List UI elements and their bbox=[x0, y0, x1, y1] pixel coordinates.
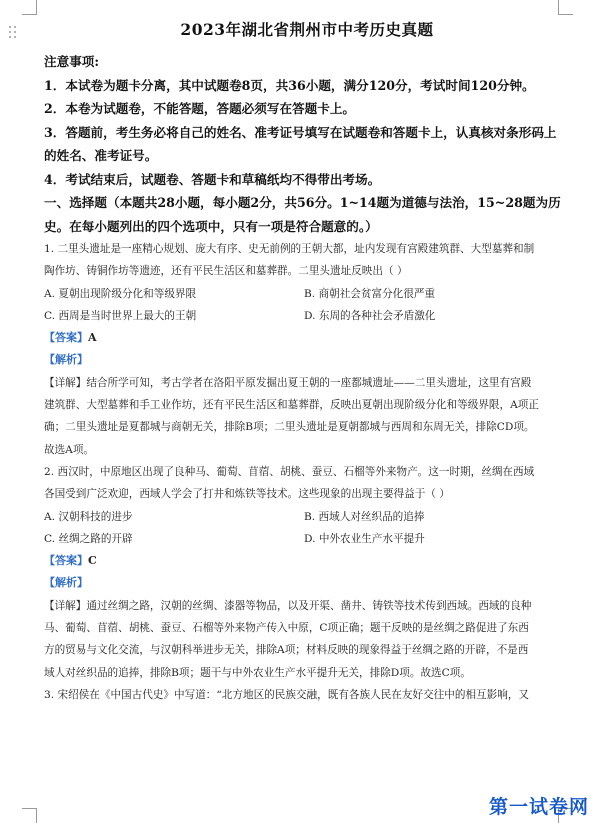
answer-line bbox=[44, 327, 570, 349]
notice-line: 3．答题前，考生务必将自己的姓名、准考证号填写在试题卷和答题卡上，认真核对条形码上 bbox=[44, 124, 557, 140]
notice-line: 的姓名、准考证号。 bbox=[44, 148, 158, 163]
option: C. 丝绸之路的开辟 bbox=[44, 532, 133, 545]
question-stem: 3. 宋绍侯在《中国古代史》中写道：“北方地区的民族交融，既有各族人民在友好交往中的相互影响，又 bbox=[44, 688, 530, 701]
notice-heading: 注意事项: bbox=[44, 54, 100, 69]
option-row bbox=[44, 305, 570, 327]
drag-handle-icon[interactable] bbox=[9, 26, 17, 40]
answer-value: A bbox=[88, 331, 97, 345]
option: C. 西周是当时世界上最大的王朝 bbox=[44, 309, 197, 322]
analysis-label: 【解析】 bbox=[44, 576, 88, 590]
detail-line: 故选A项。 bbox=[44, 443, 95, 456]
page-corner-mark bbox=[558, 0, 573, 15]
notice-line: 4．考试结束后，试题卷、答题卡和草稿纸均不得带出考场。 bbox=[44, 171, 381, 187]
detail-line: 【详解】结合所学可知，考古学者在洛阳平原发掘出夏王朝的一座都城遗址——二里头遗址，这里有宫殿 bbox=[44, 376, 532, 389]
question-stem: 2. 西汉时，中原地区出现了良种马、葡萄、苜蓿、胡桃、蚕豆、石榴等外来物产。这一时期，丝绸在西域 bbox=[44, 465, 535, 478]
analysis-label: 【解析】 bbox=[44, 353, 88, 367]
option: A. 汉朝科技的进步 bbox=[44, 510, 133, 523]
notice-line: 1．本试卷为题卡分离，其中试题卷8页，共36小题，满分120分，考试时间120分钟。 bbox=[44, 77, 535, 93]
answer-line bbox=[44, 550, 570, 572]
page-corner-mark bbox=[22, 0, 37, 15]
document-page bbox=[44, 14, 570, 706]
question-stem: 陶作坊、铸铜作坊等遗迹，还有平民生活区和墓葬群。二里头遗址反映出（ ） bbox=[44, 265, 408, 278]
detail-line: 【详解】通过丝绸之路，汉朝的丝绸、漆器等物品，以及开渠、凿井、铸铁等技术传到西域。西域的良种 bbox=[44, 599, 532, 612]
section-heading: 史。在每小题列出的四个选项中，只有一项是符合题意的。） bbox=[44, 218, 378, 234]
answer-label: 【答案】 bbox=[44, 554, 88, 568]
section-heading: 一、选择题（本题共28小题，每小题2分，共56分。1~14题为道德与法治，15~28题为历 bbox=[44, 195, 561, 210]
answer-label: 【答案】 bbox=[44, 331, 88, 345]
option: D. 东周的各种社会矛盾激化 bbox=[304, 309, 436, 322]
detail-line: 马、葡萄、苜蓿、胡桃、蚕豆、石榴等外来物产传入中原，C项正确；题干反映的是丝绸之路促进了东西 bbox=[44, 622, 529, 635]
site-logo: 第一试卷网 bbox=[488, 796, 589, 818]
page-title: 2023年湖北省荆州市中考历史真题 bbox=[180, 20, 434, 39]
option: B. 商朝社会贫富分化很严重 bbox=[304, 287, 436, 300]
page-corner-mark bbox=[22, 808, 37, 823]
question-stem: 各国受到广泛欢迎，西域人学会了打井和炼铁等技术。这些现象的出现主要得益于（ ） bbox=[44, 488, 450, 501]
option-row bbox=[44, 528, 570, 550]
option-row bbox=[44, 506, 570, 528]
option: A. 夏朝出现阶级分化和等级界限 bbox=[44, 287, 197, 300]
detail-line: 方的贸易与文化交流，与汉朝科举进步无关，排除A项；材料反映的现象得益于丝绸之路的开辟，不是西 bbox=[44, 644, 529, 657]
answer-value: C bbox=[88, 554, 97, 568]
detail-line: 域人对丝织品的追捧，排除B项；题干与中外农业生产水平提升无关，排除D项。故选C项。 bbox=[44, 666, 471, 679]
option: B. 西域人对丝织品的追捧 bbox=[304, 510, 425, 523]
option-row bbox=[44, 283, 570, 305]
question-stem: 1. 二里头遗址是一座精心规划、庞大有序、史无前例的王朝大都，址内发现有宫殿建筑群、大型墓葬和制 bbox=[44, 243, 535, 255]
notice-line: 2．本卷为试题卷，不能答题，答题必须写在答题卡上。 bbox=[44, 101, 356, 116]
detail-line: 确；二里头遗址是夏都城与商朝无关，排除B项；二里头遗址是夏朝都城与西周和东周无关，排除CD项。 bbox=[44, 421, 535, 434]
option: D. 中外农业生产水平提升 bbox=[304, 532, 425, 545]
detail-line: 建筑群、大型墓葬和手工业作坊，还有平民生活区和墓葬群，反映出夏朝出现阶级分化和等级界限，A项正 bbox=[44, 399, 539, 412]
